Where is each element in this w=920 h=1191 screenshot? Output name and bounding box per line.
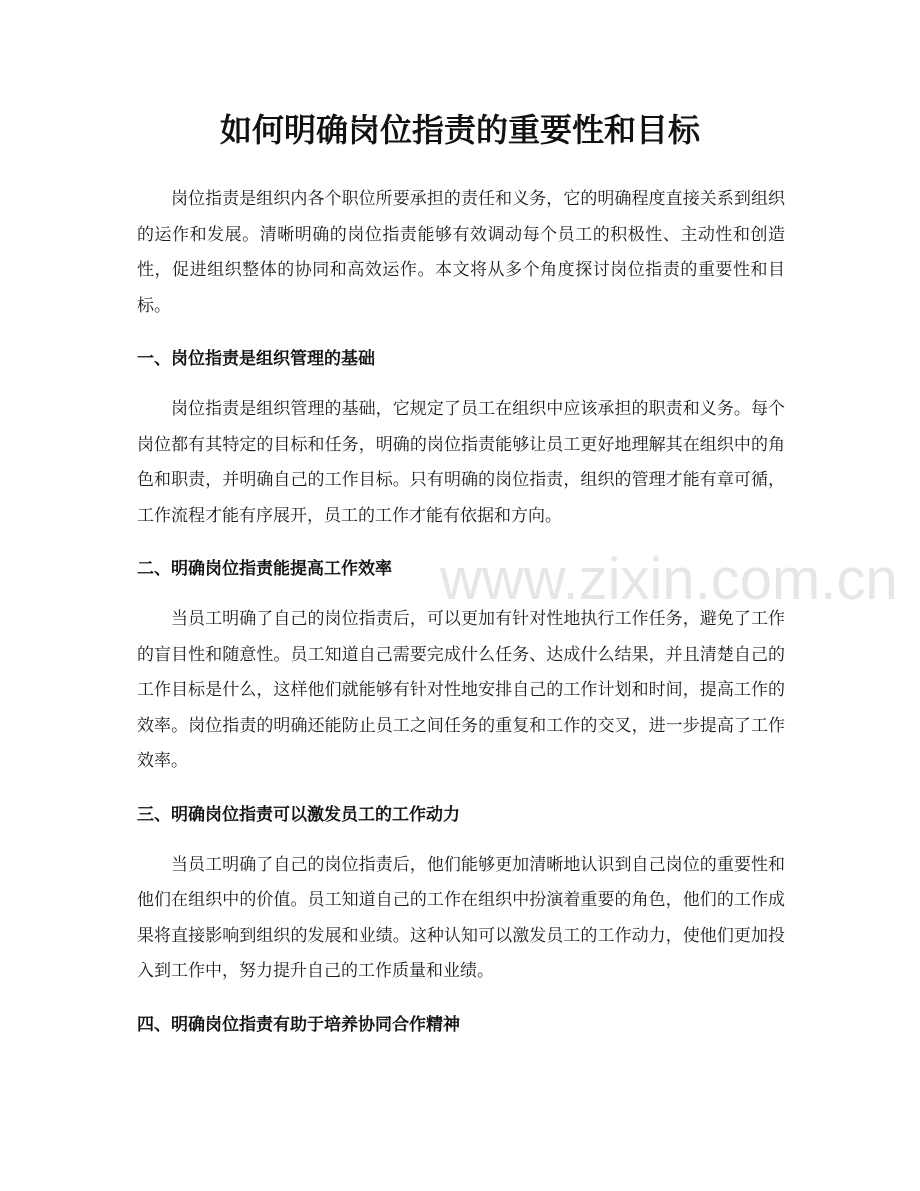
section-1-paragraph: 岗位指责是组织管理的基础，它规定了员工在组织中应该承担的职责和义务。每个岗位都有其特定的目标和任务，明确的岗位指责能够让员工更好地理解其在组织中的角色和职责，并明确自己的工作目标。只有明确的岗位指责，组织的管理才能有章可循，工作流程才能有序展开，员工的工作才能有依据和方向。	[137, 399, 785, 526]
section-1-heading: 一、岗位指责是组织管理的基础	[137, 349, 375, 369]
section-2-heading: 二、明确岗位指责能提高工作效率	[137, 559, 392, 579]
section-3-heading: 三、明确岗位指责可以激发员工的工作动力	[137, 804, 460, 825]
intro-paragraph: 岗位指责是组织内各个职位所要承担的责任和义务，它的明确程度直接关系到组织的运作和发展。清晰明确的岗位指责能够有效调动每个员工的积极性、主动性和创造性，促进组织整体的协同和高效运作。本文将从多个角度探讨岗位指责的重要性和目标。	[137, 189, 785, 316]
watermark: www.zixin.com.cn	[440, 547, 898, 612]
page-title: 如何明确岗位指责的重要性和目标	[219, 111, 700, 149]
section-4-heading: 四、明确岗位指责有助于培养协同合作精神	[137, 1014, 460, 1035]
document-body	[137, 182, 785, 1039]
section-3-paragraph: 当员工明确了自己的岗位指责后，他们能够更加清晰地认识到自己岗位的重要性和他们在组织中的价值。员工知道自己的工作在组织中扮演着重要的角色，他们的工作成果将直接影响到组织的发展和业绩。这种认知可以激发员工的工作动力，使他们更加投入到工作中，努力提升自己的工作质量和业绩。	[137, 854, 785, 981]
section-2-paragraph: 当员工明确了自己的岗位指责后，可以更加有针对性地执行工作任务，避免了工作的盲目性和随意性。员工知道自己需要完成什么任务、达成什么结果，并且清楚自己的工作目标是什么，这样他们就能够有针对性地安排自己的工作计划和时间，提高工作的效率。岗位指责的明确还能防止员工之间任务的重复和工作的交叉，进一步提高了工作效率。	[137, 609, 785, 771]
